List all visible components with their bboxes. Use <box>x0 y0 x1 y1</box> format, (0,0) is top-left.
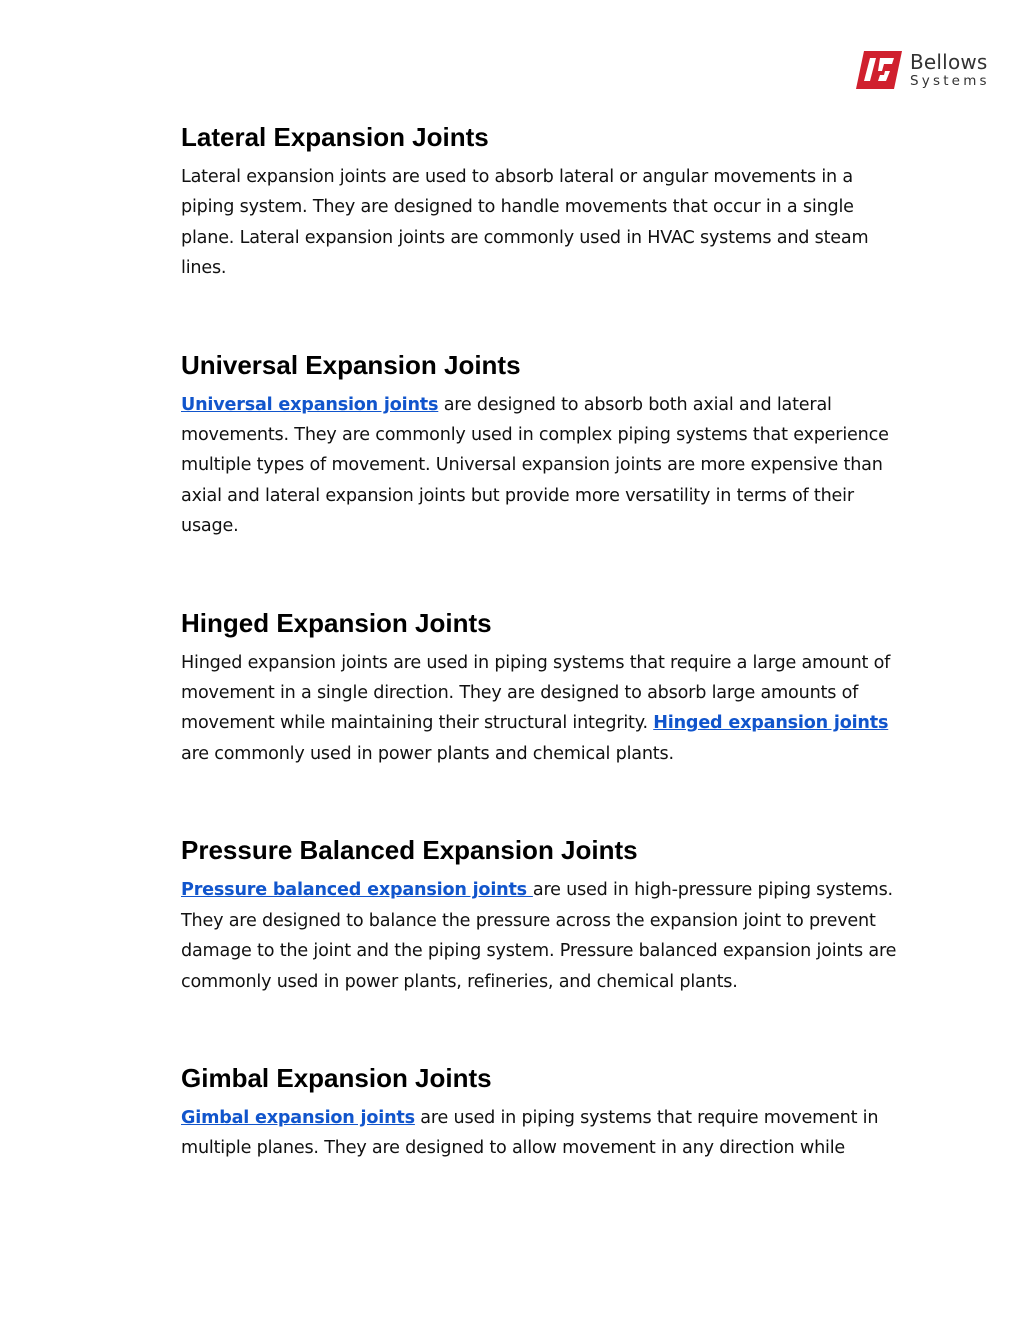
heading-pressure-balanced: Pressure Balanced Expansion Joints <box>181 835 638 866</box>
section-gimbal <box>181 1061 911 1164</box>
paragraph-universal-text: are designed to absorb both axial and lateral movements. They are commonly used in complex piping systems that experience multiple types of movement. Universal expansion joints are more expensive than axial and lateral expansion joints but provide more versatility in terms of their usage. <box>181 394 889 537</box>
paragraph-hinged-text-after: are commonly used in power plants and chemical plants. <box>181 743 674 764</box>
link-universal-expansion-joints[interactable]: Universal expansion joints <box>181 394 439 415</box>
paragraph-lateral-text: Lateral expansion joints are used to absorb lateral or angular movements in a piping system. They are designed to handle movements that occur in a single plane. Lateral expansion joints are commonly used in HVAC systems and steam lines. <box>181 167 869 279</box>
section-pressure-balanced <box>181 833 911 997</box>
heading-lateral: Lateral Expansion Joints <box>181 122 489 152</box>
paragraph-hinged-text-before: Hinged expansion joints are used in piping systems that require a large amount of movement in a single direction. They are designed to absorb large amounts of movement while maintaining their structural integrity. <box>181 652 891 734</box>
paragraph-gimbal <box>181 1103 911 1164</box>
link-hinged-expansion-joints[interactable]: Hinged expansion joints <box>653 713 889 734</box>
paragraph-gimbal-text: are used in piping systems that require movement in multiple planes. They are designed to allow movement in any direction while <box>181 1107 879 1159</box>
paragraph-pressure-balanced-text: are used in high-pressure piping systems. They are designed to balance the pressure across the expansion joint to prevent damage to the joint and the piping system. Pressure balanced expansion joints are commonly used in power plants, refineries, and chemical plants. <box>181 880 897 992</box>
logo-text-bellows: Bellows <box>910 49 988 74</box>
paragraph-pressure-balanced <box>181 875 911 997</box>
section-lateral <box>181 120 911 284</box>
paragraph-universal <box>181 390 911 542</box>
heading-gimbal: Gimbal Expansion Joints <box>181 1062 492 1093</box>
link-pressure-balanced-expansion-joints[interactable]: Pressure balanced expansion joints <box>181 880 533 901</box>
section-universal <box>181 348 911 542</box>
logo-text-systems: Systems <box>910 72 990 89</box>
document-body <box>181 120 911 1164</box>
link-gimbal-expansion-joints[interactable]: Gimbal expansion joints <box>181 1107 415 1128</box>
bellows-systems-logo <box>856 44 996 96</box>
paragraph-lateral <box>181 162 911 284</box>
heading-universal: Universal Expansion Joints <box>181 349 521 380</box>
section-hinged <box>181 606 911 770</box>
paragraph-hinged <box>181 648 911 770</box>
bellows-logo-mark-icon <box>856 47 904 93</box>
heading-hinged: Hinged Expansion Joints <box>181 607 492 638</box>
